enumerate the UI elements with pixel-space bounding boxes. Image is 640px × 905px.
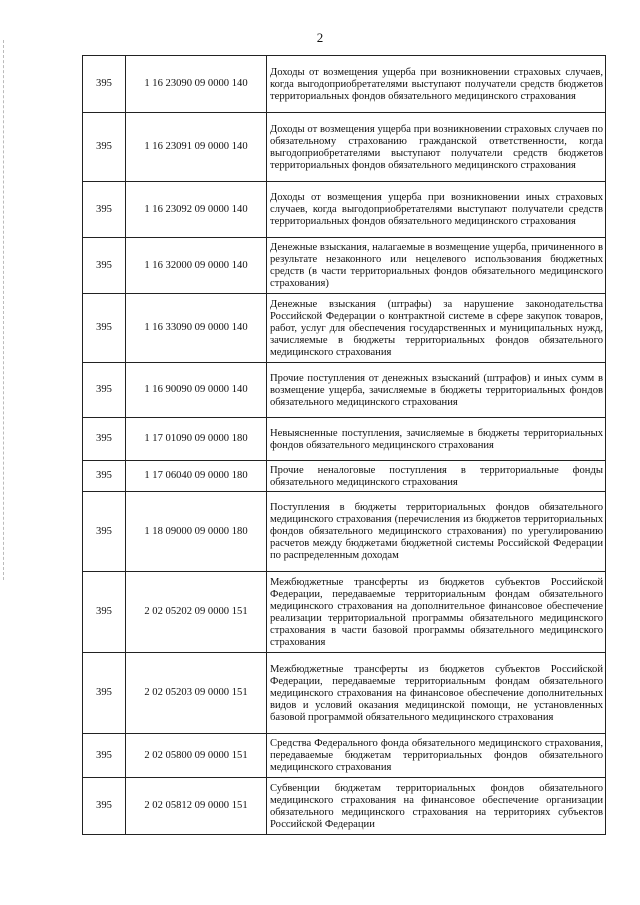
page-number: 2 — [316, 30, 324, 45]
budget-code-cell: 1 17 01090 09 0000 180 — [126, 418, 267, 461]
description-cell: Средства Федерального фонда обязательного медицинского страхования, передаваемые бюджетам территориальных фондов обязательного медицинского страхования — [267, 734, 606, 778]
table-row — [83, 778, 606, 835]
budget-code-cell: 1 16 32000 09 0000 140 — [126, 238, 267, 294]
table-row — [83, 418, 606, 461]
admin-code-cell: 395 — [83, 418, 126, 461]
table-row — [83, 113, 606, 182]
description-cell: Доходы от возмещения ущерба при возникновении страховых случаев по обязательному страхованию гражданской ответственности, когда выгодоприобретателями выступают получатели средств бюджетов территориальных фондов обязательного медицинского страхования — [267, 113, 606, 182]
description-cell: Денежные взыскания, налагаемые в возмещение ущерба, причиненного в результате незаконного или нецелевого использования бюджетных средств (в части территориальных фондов обязательного медицинского страхования) — [267, 238, 606, 294]
table-row — [83, 182, 606, 238]
description-cell: Прочие неналоговые поступления в территориальные фонды обязательного медицинского страхования — [267, 461, 606, 492]
description-cell: Межбюджетные трансферты из бюджетов субъектов Российской Федерации, передаваемые территориальным фондам обязательного медицинского страхования на финансовое обеспечение дополнительных видов и условий оказания медицинской помощи, не установленных базовой программой обязательного медицинского страхования — [267, 653, 606, 734]
budget-code-cell: 2 02 05812 09 0000 151 — [126, 778, 267, 835]
admin-code-cell: 395 — [83, 572, 126, 653]
admin-code-cell: 395 — [83, 653, 126, 734]
budget-code-cell: 1 16 23092 09 0000 140 — [126, 182, 267, 238]
description-cell: Доходы от возмещения ущерба при возникновении страховых случаев, когда выгодоприобретателями выступают получатели средств бюджетов территориальных фондов обязательного медицинского страхования — [267, 56, 606, 113]
admin-code-cell: 395 — [83, 492, 126, 572]
budget-code-cell: 1 16 33090 09 0000 140 — [126, 294, 267, 363]
description-cell: Межбюджетные трансферты из бюджетов субъектов Российской Федерации, передаваемые территориальным фондам обязательного медицинского страхования на дополнительное финансовое обеспечение реализации территориальной программы обязательного медицинского страхования в части базовой программы обязательного медицинского страхования — [267, 572, 606, 653]
admin-code-cell: 395 — [83, 56, 126, 113]
budget-code-cell: 2 02 05203 09 0000 151 — [126, 653, 267, 734]
revenue-codes-table — [82, 55, 606, 835]
admin-code-cell: 395 — [83, 294, 126, 363]
admin-code-cell: 395 — [83, 778, 126, 835]
admin-code-cell: 395 — [83, 238, 126, 294]
table-row — [83, 238, 606, 294]
description-cell: Субвенции бюджетам территориальных фондов обязательного медицинского страхования на финансовое обеспечение организации обязательного медицинского страхования на территориях субъектов Российской Федерации — [267, 778, 606, 835]
description-cell: Денежные взыскания (штрафы) за нарушение законодательства Российской Федерации о контрактной системе в сфере закупок товаров, работ, услуг для обеспечения государственных и муниципальных нужд, зачисляемые в бюджеты территориальных фондов обязательного медицинского страхования — [267, 294, 606, 363]
description-cell: Невыясненные поступления, зачисляемые в бюджеты территориальных фондов обязательного медицинского страхования — [267, 418, 606, 461]
admin-code-cell: 395 — [83, 363, 126, 418]
binding-margin-line — [3, 40, 4, 580]
admin-code-cell: 395 — [83, 113, 126, 182]
admin-code-cell: 395 — [83, 182, 126, 238]
admin-code-cell: 395 — [83, 734, 126, 778]
table-row — [83, 572, 606, 653]
budget-code-cell: 1 17 06040 09 0000 180 — [126, 461, 267, 492]
table-row — [83, 492, 606, 572]
description-cell: Поступления в бюджеты территориальных фондов обязательного медицинского страхования (перечисления из бюджетов территориальных фондов обязательного медицинского страхования) по урегулированию расчетов между бюджетами бюджетной системы Российской Федерации по распределенным доходам — [267, 492, 606, 572]
table-row — [83, 461, 606, 492]
budget-code-cell: 2 02 05202 09 0000 151 — [126, 572, 267, 653]
table-row — [83, 653, 606, 734]
budget-code-cell: 1 16 23091 09 0000 140 — [126, 113, 267, 182]
admin-code-cell: 395 — [83, 461, 126, 492]
budget-code-cell: 2 02 05800 09 0000 151 — [126, 734, 267, 778]
description-cell: Доходы от возмещения ущерба при возникновении иных страховых случаев, когда выгодоприобретателями выступают получатели средств территориальных фондов обязательного медицинского страхования — [267, 182, 606, 238]
budget-code-cell: 1 16 90090 09 0000 140 — [126, 363, 267, 418]
budget-code-cell: 1 16 23090 09 0000 140 — [126, 56, 267, 113]
table-row — [83, 294, 606, 363]
description-cell: Прочие поступления от денежных взысканий (штрафов) и иных сумм в возмещение ущерба, зачисляемые в бюджеты территориальных фондов обязательного медицинского страхования — [267, 363, 606, 418]
table-row — [83, 734, 606, 778]
budget-code-cell: 1 18 09000 09 0000 180 — [126, 492, 267, 572]
table-row — [83, 363, 606, 418]
table-row — [83, 56, 606, 113]
